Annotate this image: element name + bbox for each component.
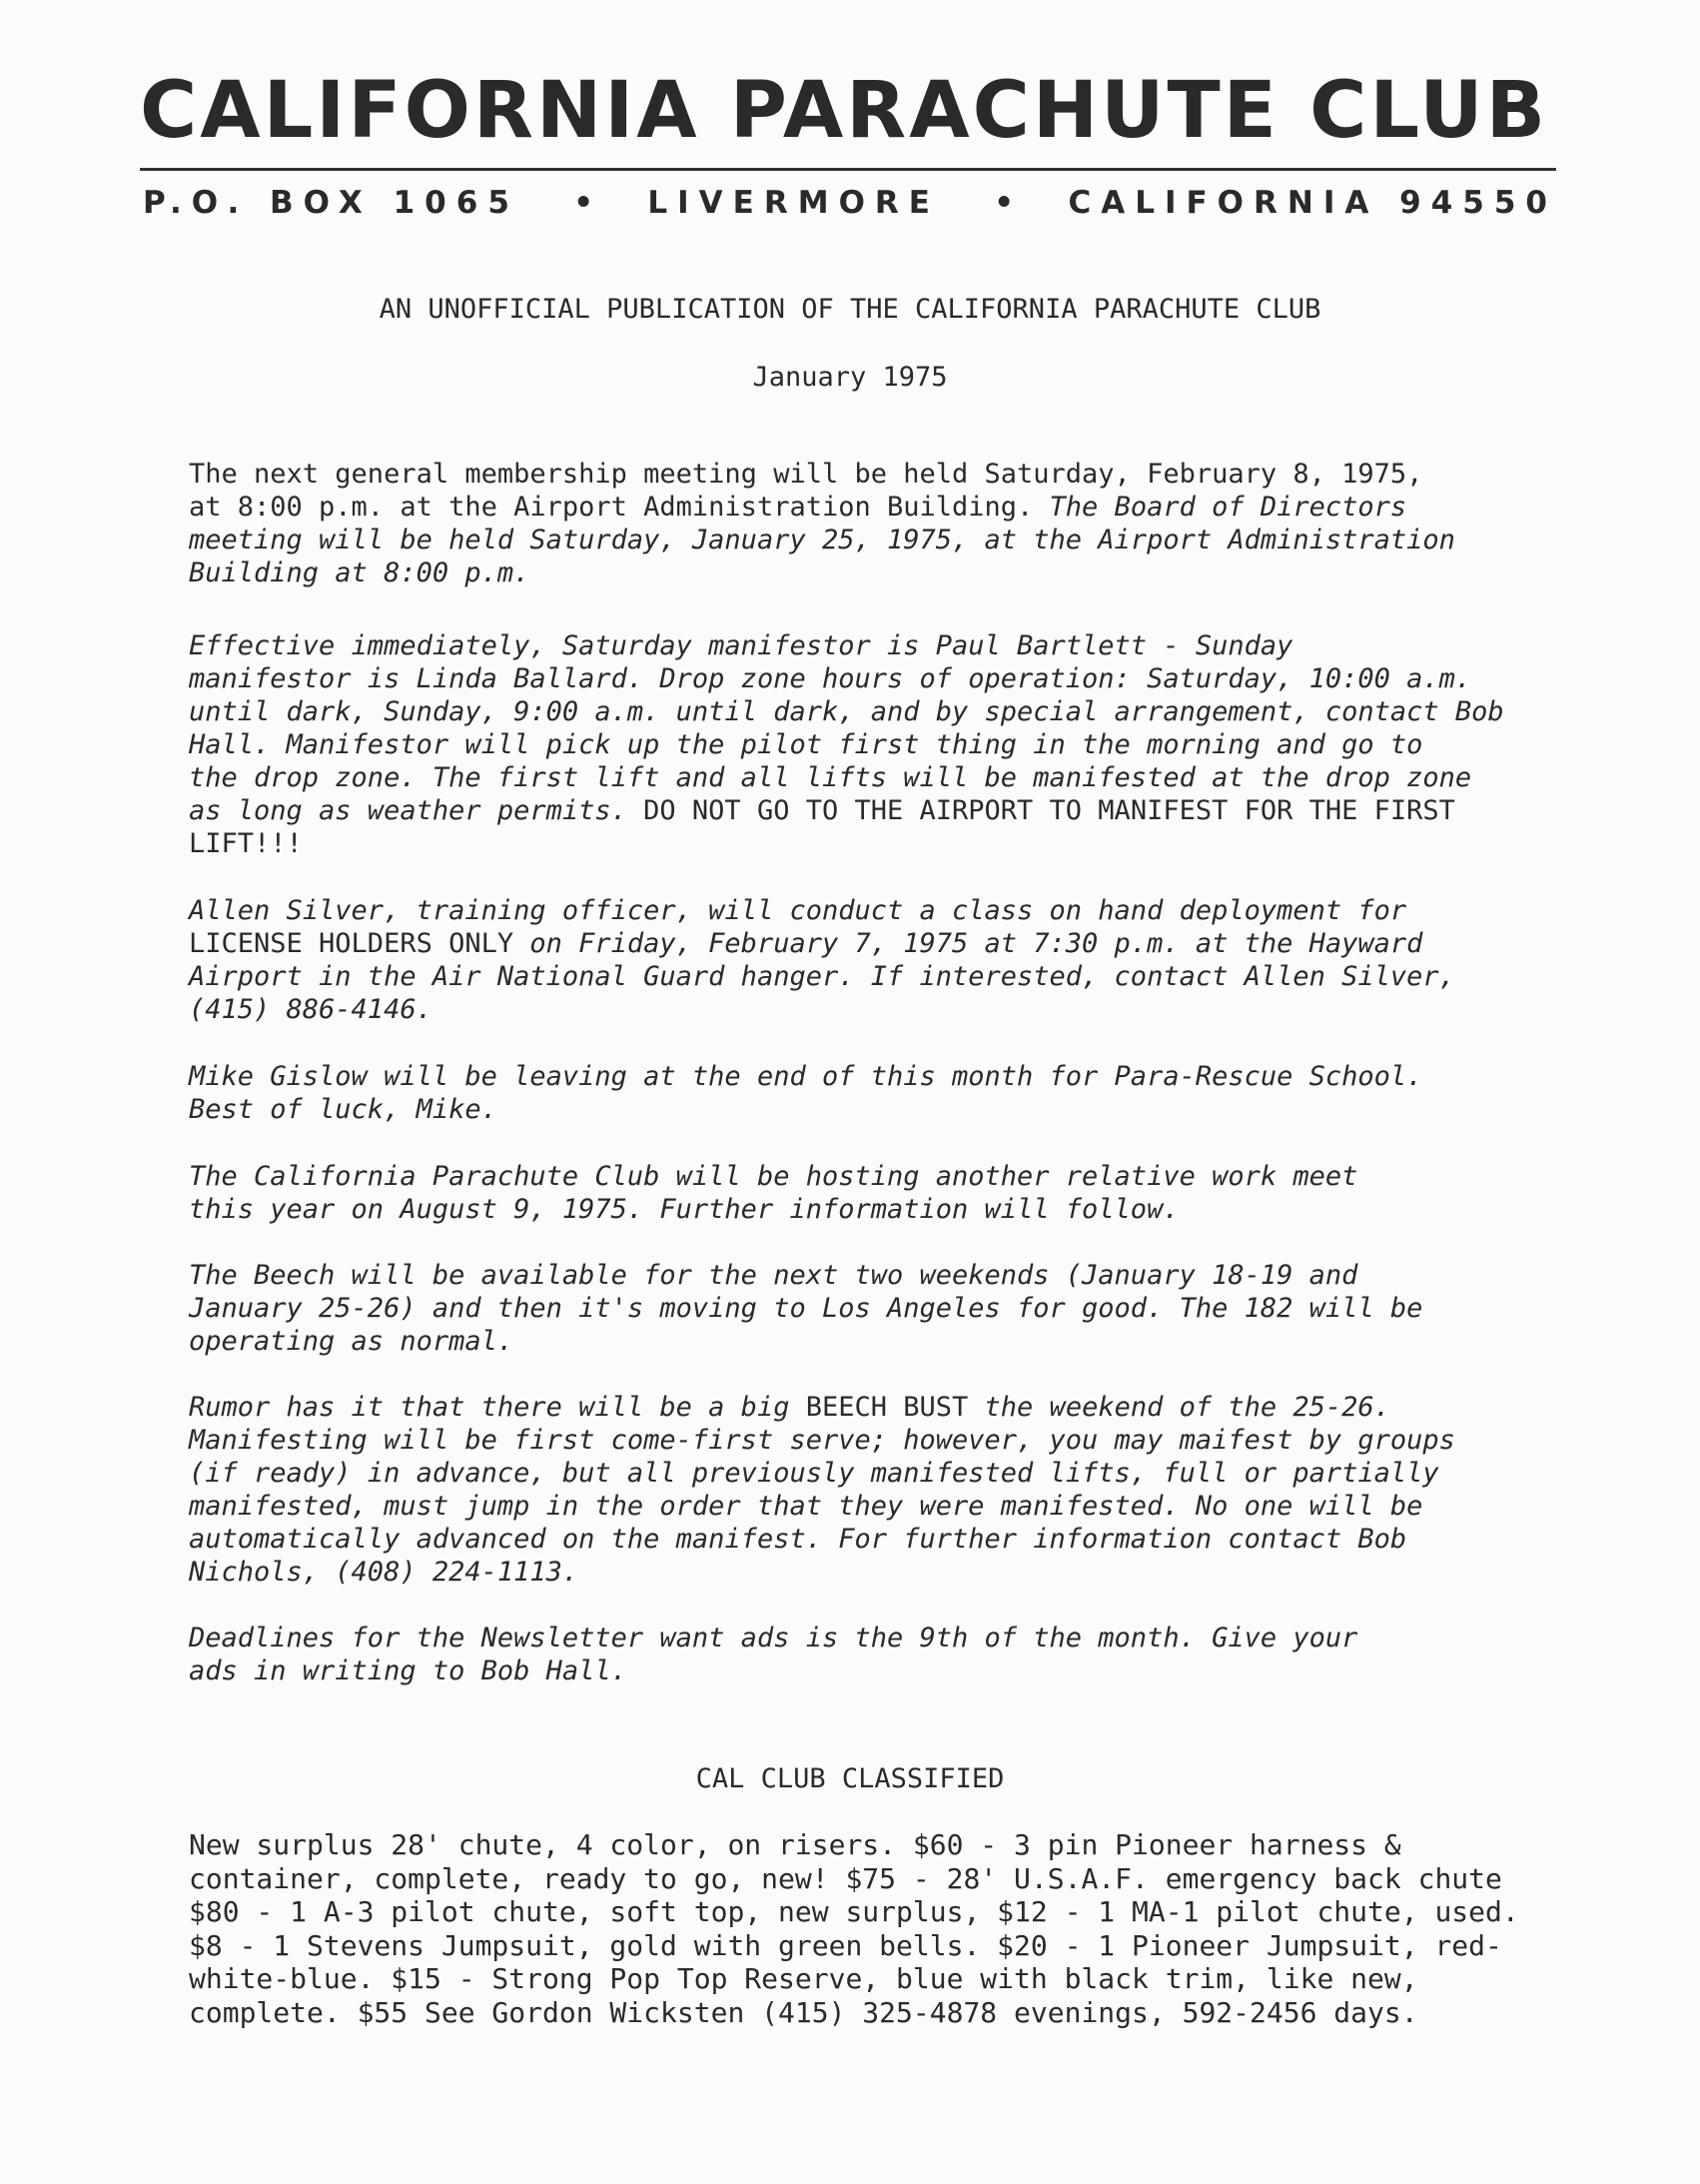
paragraph-beech-availability: The Beech will be available for the next two weekends (January 18-19 and January 25-26) and then it's moving to Los Angeles for good. The 182 will be operating as normal.: [189, 1260, 1423, 1357]
masthead-title: CALIFORNIA PARACHUTE CLUB: [140, 66, 1549, 156]
address-separator-1: •: [573, 185, 594, 221]
manifestor-details: Effective immediately, Saturday manifestor is Paul Bartlett - Sunday manifestor is Linda Ballard. Drop zone hours of operation: Saturday, 10:00 a.m. until dark, Sunday, 9:00 a.m. until dark, and by special arrangement, contact Bob Hall. Manifestor will pick up the pilot first thing in the morning and go to the drop zone. The first lift and all lifts will be manifested at the drop zone as long as weather permits.: [189, 630, 1504, 826]
paragraph-relative-work-meet: The California Parachute Club will be hosting another relative work meet this year on August 9, 1975. Further information will follow.: [189, 1161, 1358, 1225]
license-holders-emphasis: LICENSE HOLDERS ONLY: [189, 928, 514, 959]
publication-subtitle: AN UNOFFICIAL PUBLICATION OF THE CALIFORNIA PARACHUTE CLUB: [379, 294, 1321, 325]
training-class-text-a: Allen Silver, training officer, will conduct a class on hand deployment for: [189, 895, 1407, 926]
paragraph-farewell: Mike Gislow will be leaving at the end of this month for Para-Rescue School. Best of luck, Mike.: [189, 1061, 1423, 1125]
meeting-announcement: The next general membership meeting will be held Saturday, February 8, 1975, at 8:00 p.m. at the Airport Administration Building.: [189, 459, 1423, 523]
board-meeting-note: The Board of Directors meeting will be held Saturday, January 25, 1975, at the Airport Administration Building at 8:00 p.m.: [189, 492, 1455, 588]
manifest-warning: DO NOT GO TO THE AIRPORT TO MANIFEST FOR THE FIRST LIFT!!!: [189, 795, 1455, 859]
paragraph-training-class: [189, 894, 1557, 1026]
classified-heading: CAL CLUB CLASSIFIED: [695, 1763, 1005, 1794]
paragraph-deadlines: Deadlines for the Newsletter want ads is the 9th of the month. Give your ads in writing to Bob Hall.: [189, 1623, 1358, 1686]
training-class-text-b: on Friday, February 7, 1975 at 7:30 p.m. at the Hayward Airport in the Air National Guard hanger. If interested, contact Allen Silver, (415) 886-4146.: [189, 928, 1455, 1025]
address-city: LIVERMORE: [647, 185, 940, 221]
issue-date: January 1975: [752, 362, 948, 393]
address-state-zip: CALIFORNIA 94550: [1068, 185, 1557, 221]
masthead-address: [143, 185, 1557, 221]
beech-bust-emphasis: BEECH BUST: [805, 1392, 969, 1423]
classified-ads: New surplus 28' chute, 4 color, on risers. $60 - 3 pin Pioneer harness & container, complete, ready to go, new! $75 - 28' U.S.A.F. emergency back chute $80 - 1 A-3 pilot chute, soft top, new surplus, $12 - 1 MA-1 pilot chute, used. $8 - 1 Stevens Jumpsuit, gold with green bells. $20 - 1 Pioneer Jumpsuit, red- white-blue. $15 - Strong Pop Top Reserve, blue with black trim, like new, complete. $55 See Gordon Wicksten (415) 325-4878 evenings, 592-2456 days.: [189, 1828, 1519, 2029]
masthead-divider: [140, 168, 1556, 171]
address-separator-2: •: [994, 185, 1015, 221]
paragraph-beech-bust: [189, 1391, 1557, 1589]
address-po-box: P.O. BOX 1065: [143, 185, 519, 221]
beech-bust-text-b: the weekend of the 25-26. Manifesting will be first come-first serve; however, you may maifest by groups (if ready) in advance, but all previously manifested lifts, full or partially manifested, must jump in the order that they were manifested. No one will be automatically advanced on the manifest. For further information contact Bob Nichols, (408) 224-1113.: [189, 1392, 1455, 1588]
beech-bust-text-a: Rumor has it that there will be a big: [189, 1392, 806, 1423]
paragraph-meetings: [189, 458, 1557, 589]
paragraph-manifestors: [189, 629, 1557, 860]
